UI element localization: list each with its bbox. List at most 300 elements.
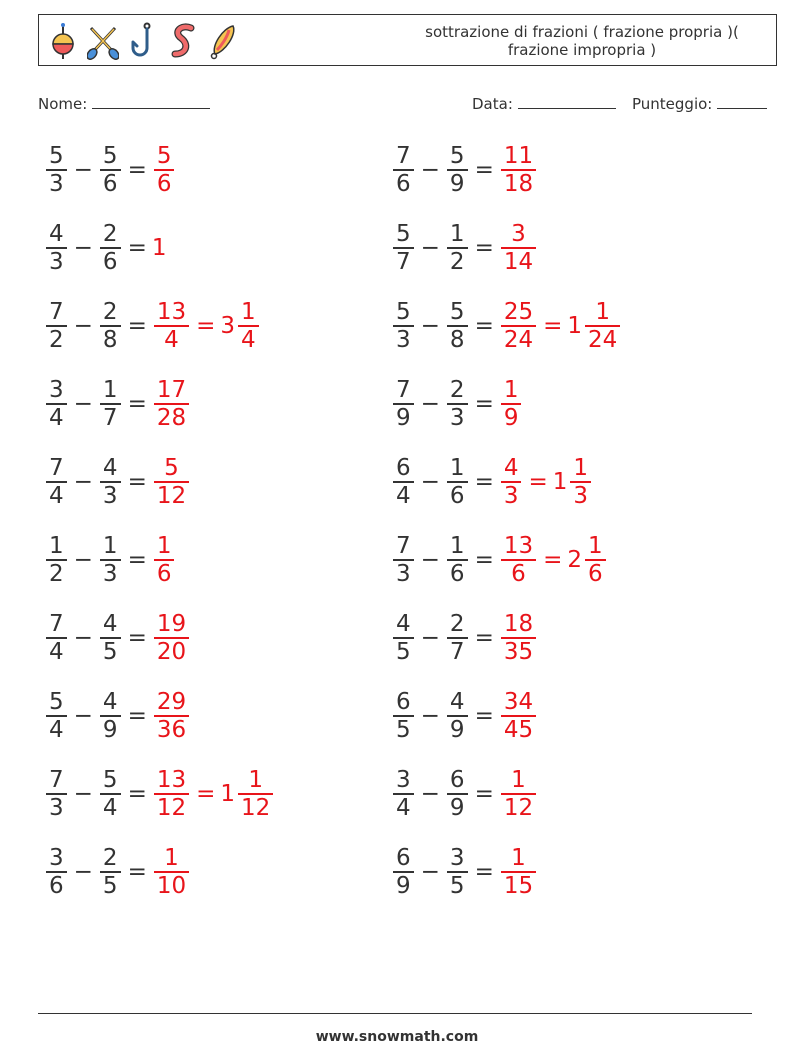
- answer-fraction: [501, 689, 536, 743]
- minuend-fraction-numerator: 4: [49, 221, 64, 248]
- subtrahend-fraction-numerator: 3: [449, 845, 465, 872]
- minuend-fraction: [393, 221, 414, 275]
- answer-fraction: [501, 767, 536, 821]
- minuend-fraction-numerator: 7: [49, 767, 64, 794]
- mixed-equals-sign: =: [196, 313, 216, 339]
- minuend-fraction-denominator: 3: [49, 248, 64, 275]
- minuend-fraction-numerator: 3: [49, 377, 64, 404]
- minuend-fraction-denominator: 6: [396, 170, 411, 197]
- mixed-fraction-denominator: 6: [588, 560, 603, 587]
- subtrahend-fraction-numerator: 2: [102, 299, 118, 326]
- answer-fraction-denominator: 14: [503, 248, 534, 275]
- answer-fraction-numerator: 3: [511, 221, 526, 248]
- answer-fraction-numerator: 1: [511, 767, 526, 794]
- mixed-fraction-numerator: 1: [595, 299, 610, 326]
- answer-fraction: [154, 299, 189, 353]
- subtrahend-fraction: [100, 689, 121, 743]
- answer-fraction: [501, 455, 522, 509]
- answer: [499, 377, 524, 431]
- answer-fraction: [501, 845, 536, 899]
- answer-fraction-numerator: 19: [156, 611, 187, 638]
- equals-sign: =: [127, 313, 147, 339]
- answer-fraction-numerator: 1: [503, 377, 519, 404]
- problem-item: [391, 452, 593, 512]
- problem-item: [391, 842, 538, 902]
- subtrahend-fraction-numerator: 5: [102, 767, 118, 794]
- equals-sign: =: [127, 235, 147, 261]
- mixed-fraction: [570, 455, 591, 509]
- name-label: Nome:: [38, 95, 88, 113]
- answer-fraction-numerator: 13: [156, 767, 187, 794]
- subtrahend-fraction: [100, 377, 121, 431]
- minus-sign: −: [73, 469, 93, 495]
- minuend-fraction: [393, 455, 414, 509]
- mixed-whole: 3: [220, 313, 236, 339]
- minuend-fraction-numerator: 1: [49, 533, 64, 560]
- minus-sign: −: [420, 625, 440, 651]
- score-label: Punteggio:: [632, 95, 713, 113]
- answer: [499, 533, 608, 587]
- minuend-fraction-numerator: 7: [396, 533, 411, 560]
- mixed-fraction-denominator: 3: [573, 482, 589, 509]
- subtrahend-fraction: [447, 143, 468, 197]
- subtrahend-fraction-denominator: 7: [449, 638, 465, 665]
- subtrahend-fraction: [100, 767, 121, 821]
- mixed-fraction-numerator: 1: [588, 533, 603, 560]
- subtrahend-fraction-numerator: 5: [449, 143, 465, 170]
- answer: [152, 377, 191, 431]
- subtrahend-fraction: [100, 143, 121, 197]
- minuend-fraction-denominator: 4: [396, 482, 411, 509]
- minus-sign: −: [420, 313, 440, 339]
- subtrahend-fraction-numerator: 1: [102, 377, 118, 404]
- subtrahend-fraction-denominator: 5: [102, 638, 118, 665]
- subtrahend-fraction-numerator: 2: [449, 611, 465, 638]
- subtrahend-fraction-numerator: 2: [102, 221, 118, 248]
- minus-sign: −: [420, 391, 440, 417]
- answer: [152, 689, 191, 743]
- subtrahend-fraction-numerator: 1: [449, 533, 465, 560]
- minuend-fraction-numerator: 7: [49, 299, 64, 326]
- minus-sign: −: [420, 703, 440, 729]
- subtrahend-fraction: [447, 221, 468, 275]
- answer: [499, 767, 538, 821]
- subtrahend-fraction-denominator: 6: [102, 248, 118, 275]
- subtrahend-fraction-numerator: 2: [449, 377, 465, 404]
- equals-sign: =: [474, 469, 494, 495]
- answer: [152, 455, 191, 509]
- equals-sign: =: [127, 703, 147, 729]
- mixed-fraction: [238, 767, 273, 821]
- mixed-fraction-denominator: 4: [241, 326, 256, 353]
- answer-fraction: [501, 533, 536, 587]
- subtrahend-fraction: [100, 299, 121, 353]
- subtrahend-fraction-denominator: 3: [102, 560, 118, 587]
- problem-item: [391, 296, 622, 356]
- subtrahend-fraction-numerator: 4: [102, 455, 118, 482]
- answer-fraction: [154, 845, 189, 899]
- subtrahend-fraction-denominator: 9: [102, 716, 118, 743]
- problem-item: [391, 140, 538, 200]
- answer-fraction-numerator: 1: [156, 533, 172, 560]
- problem-item: [44, 608, 191, 668]
- minuend-fraction: [393, 143, 414, 197]
- crossed-oars-icon: [87, 22, 119, 60]
- subtrahend-fraction: [100, 221, 121, 275]
- subtrahend-fraction-numerator: 1: [102, 533, 118, 560]
- minus-sign: −: [73, 781, 93, 807]
- problem-item: [44, 764, 275, 824]
- minuend-fraction-numerator: 4: [396, 611, 411, 638]
- mixed-equals-sign: =: [543, 547, 563, 573]
- minus-sign: −: [73, 235, 93, 261]
- answer-fraction-numerator: 5: [156, 143, 172, 170]
- subtrahend-fraction-denominator: 8: [102, 326, 118, 353]
- score-blank[interactable]: [717, 93, 767, 109]
- answer-fraction-numerator: 18: [503, 611, 534, 638]
- equals-sign: =: [474, 547, 494, 573]
- minuend-fraction: [393, 689, 414, 743]
- problem-item: [391, 608, 538, 668]
- fishing-hook-icon: [127, 22, 159, 60]
- name-blank[interactable]: [92, 93, 210, 109]
- minuend-fraction-numerator: 6: [396, 455, 411, 482]
- minus-sign: −: [420, 235, 440, 261]
- problem-item: [391, 686, 538, 746]
- problem-item: [391, 218, 538, 278]
- subtrahend-fraction: [447, 845, 468, 899]
- minus-sign: −: [73, 859, 93, 885]
- mixed-whole: 1: [567, 313, 583, 339]
- problem-item: [391, 764, 538, 824]
- subtrahend-fraction: [447, 299, 468, 353]
- subtrahend-fraction-denominator: 9: [449, 170, 465, 197]
- equals-sign: =: [474, 235, 494, 261]
- answer: [152, 845, 191, 899]
- minuend-fraction: [46, 689, 67, 743]
- answer-fraction: [154, 767, 189, 821]
- answer-fraction-denominator: 12: [503, 794, 534, 821]
- equals-sign: =: [474, 859, 494, 885]
- equals-sign: =: [127, 625, 147, 651]
- equals-sign: =: [474, 625, 494, 651]
- minus-sign: −: [73, 625, 93, 651]
- worksheet-header: [38, 14, 777, 66]
- answer-fraction-numerator: 5: [164, 455, 179, 482]
- answer-fraction-denominator: 20: [156, 638, 187, 665]
- equals-sign: =: [127, 157, 147, 183]
- minuend-fraction-numerator: 3: [396, 767, 411, 794]
- mixed-equals-sign: =: [543, 313, 563, 339]
- minuend-fraction-denominator: 4: [49, 638, 64, 665]
- subtrahend-fraction-denominator: 4: [102, 794, 118, 821]
- subtrahend-fraction-denominator: 3: [449, 404, 465, 431]
- equals-sign: =: [127, 859, 147, 885]
- answer-fraction: [501, 221, 536, 275]
- problem-item: [44, 218, 167, 278]
- answer: [499, 299, 622, 353]
- minuend-fraction-numerator: 7: [49, 455, 64, 482]
- subtrahend-fraction: [447, 455, 468, 509]
- answer: [152, 533, 177, 587]
- problem-item: [44, 842, 191, 902]
- worksheet-title: sottrazione di frazioni ( frazione propria )( frazione impropria ): [425, 23, 739, 59]
- answer: [152, 299, 261, 353]
- minuend-fraction-denominator: 2: [49, 560, 64, 587]
- minuend-fraction-denominator: 4: [49, 482, 64, 509]
- subtrahend-fraction-denominator: 9: [449, 716, 465, 743]
- minuend-fraction-denominator: 5: [396, 638, 411, 665]
- minus-sign: −: [73, 547, 93, 573]
- name-field: [38, 93, 210, 113]
- answer: [152, 143, 177, 197]
- minuend-fraction-numerator: 7: [49, 611, 64, 638]
- subtrahend-fraction: [100, 845, 121, 899]
- subtrahend-fraction-numerator: 1: [449, 455, 465, 482]
- minuend-fraction: [393, 767, 414, 821]
- answer-fraction-denominator: 10: [156, 872, 187, 899]
- subtrahend-fraction-denominator: 3: [102, 482, 118, 509]
- mixed-fraction-denominator: 24: [588, 326, 618, 353]
- minuend-fraction-numerator: 5: [49, 689, 64, 716]
- minuend-fraction: [46, 299, 67, 353]
- minuend-fraction-denominator: 9: [396, 872, 411, 899]
- minuend-fraction: [46, 143, 67, 197]
- subtrahend-fraction-numerator: 4: [102, 689, 118, 716]
- subtrahend-fraction-denominator: 6: [102, 170, 118, 197]
- answer-fraction-denominator: 4: [164, 326, 179, 353]
- answer-fraction: [501, 611, 536, 665]
- answer-fraction-numerator: 13: [503, 533, 534, 560]
- answer-fraction-denominator: 6: [156, 560, 172, 587]
- minuend-fraction: [46, 455, 67, 509]
- minuend-fraction: [46, 845, 67, 899]
- answer-fraction-denominator: 28: [156, 404, 187, 431]
- answer-fraction: [154, 377, 189, 431]
- minuend-fraction-numerator: 5: [396, 299, 411, 326]
- subtrahend-fraction-numerator: 2: [102, 845, 118, 872]
- answer-fraction: [154, 611, 189, 665]
- minuend-fraction-numerator: 7: [396, 143, 411, 170]
- equals-sign: =: [127, 469, 147, 495]
- answer-fraction-denominator: 12: [156, 482, 187, 509]
- answer-whole: 1: [151, 235, 167, 261]
- problem-item: [44, 452, 191, 512]
- answer-fraction-denominator: 35: [503, 638, 534, 665]
- subtrahend-fraction-numerator: 4: [449, 689, 465, 716]
- problem-item: [44, 140, 176, 200]
- minus-sign: −: [420, 469, 440, 495]
- minus-sign: −: [420, 157, 440, 183]
- score-field: [632, 93, 767, 113]
- subtrahend-fraction: [447, 767, 468, 821]
- date-blank[interactable]: [518, 93, 616, 109]
- answer-fraction-numerator: 34: [503, 689, 534, 716]
- equals-sign: =: [474, 391, 494, 417]
- date-label: Data:: [472, 95, 513, 113]
- subtrahend-fraction-denominator: 6: [449, 482, 465, 509]
- subtrahend-fraction: [447, 533, 468, 587]
- mixed-fraction-numerator: 1: [241, 299, 256, 326]
- answer-fraction: [154, 689, 189, 743]
- subtrahend-fraction-denominator: 5: [102, 872, 118, 899]
- minuend-fraction-denominator: 7: [396, 248, 411, 275]
- subtrahend-fraction-denominator: 7: [102, 404, 118, 431]
- equals-sign: =: [127, 781, 147, 807]
- subtrahend-fraction: [100, 455, 121, 509]
- mixed-whole: 1: [552, 469, 568, 495]
- answer: [499, 689, 538, 743]
- minuend-fraction-numerator: 6: [396, 845, 411, 872]
- equals-sign: =: [127, 391, 147, 417]
- answer-fraction-numerator: 13: [156, 299, 187, 326]
- minus-sign: −: [73, 157, 93, 183]
- mixed-equals-sign: =: [196, 781, 216, 807]
- subtrahend-fraction-denominator: 6: [449, 560, 465, 587]
- equals-sign: =: [474, 703, 494, 729]
- minuend-fraction: [393, 533, 414, 587]
- answer-fraction-denominator: 45: [503, 716, 534, 743]
- subtrahend-fraction-numerator: 1: [449, 221, 465, 248]
- minuend-fraction: [393, 845, 414, 899]
- answer-fraction-numerator: 11: [503, 143, 534, 170]
- fishing-lure-icon: [207, 22, 239, 60]
- answer-fraction-numerator: 1: [511, 845, 526, 872]
- minuend-fraction-numerator: 3: [49, 845, 64, 872]
- subtrahend-fraction: [100, 611, 121, 665]
- answer-fraction: [154, 455, 189, 509]
- subtrahend-fraction-numerator: 5: [102, 143, 118, 170]
- subtrahend-fraction-denominator: 8: [449, 326, 465, 353]
- mixed-fraction-numerator: 1: [248, 767, 263, 794]
- subtrahend-fraction: [447, 689, 468, 743]
- answer: [499, 221, 538, 275]
- problem-item: [391, 530, 608, 590]
- minuend-fraction: [46, 611, 67, 665]
- minus-sign: −: [420, 859, 440, 885]
- minuend-fraction: [46, 533, 67, 587]
- date-field: [472, 93, 616, 113]
- equals-sign: =: [474, 157, 494, 183]
- minuend-fraction-denominator: 9: [396, 404, 411, 431]
- icon-strip: [47, 22, 239, 60]
- subtrahend-fraction: [100, 533, 121, 587]
- minuend-fraction-denominator: 3: [49, 794, 64, 821]
- answer-fraction-denominator: 24: [503, 326, 534, 353]
- worm-icon: [167, 22, 199, 60]
- mixed-fraction: [585, 299, 620, 353]
- minuend-fraction-denominator: 3: [396, 326, 411, 353]
- answer-fraction: [501, 143, 536, 197]
- mixed-fraction-denominator: 12: [241, 794, 271, 821]
- footer-website: www.snowmath.com: [315, 1029, 479, 1045]
- minuend-fraction: [393, 611, 414, 665]
- footer-divider: [38, 1013, 752, 1014]
- answer-fraction-denominator: 15: [503, 872, 534, 899]
- answer-fraction-numerator: 17: [156, 377, 187, 404]
- minuend-fraction-numerator: 5: [396, 221, 411, 248]
- minus-sign: −: [73, 313, 93, 339]
- answer-fraction-numerator: 29: [156, 689, 187, 716]
- minuend-fraction-denominator: 2: [49, 326, 64, 353]
- mixed-fraction-numerator: 1: [573, 455, 589, 482]
- answer-fraction: [501, 377, 522, 431]
- answer-fraction-denominator: 9: [503, 404, 519, 431]
- answer-fraction: [154, 143, 175, 197]
- subtrahend-fraction: [447, 611, 468, 665]
- answer: [499, 611, 538, 665]
- answer-fraction-denominator: 3: [503, 482, 519, 509]
- answer: [152, 611, 191, 665]
- minuend-fraction-numerator: 5: [49, 143, 64, 170]
- fishing-float-icon: [47, 22, 79, 60]
- problem-item: [44, 374, 191, 434]
- subtrahend-fraction-numerator: 5: [449, 299, 465, 326]
- answer: [499, 143, 538, 197]
- mixed-fraction: [238, 299, 259, 353]
- answer-fraction: [154, 533, 175, 587]
- minuend-fraction-denominator: 6: [49, 872, 64, 899]
- minuend-fraction-denominator: 5: [396, 716, 411, 743]
- subtrahend-fraction-denominator: 5: [449, 872, 465, 899]
- answer-fraction-numerator: 25: [503, 299, 534, 326]
- minus-sign: −: [73, 391, 93, 417]
- mixed-whole: 1: [220, 781, 236, 807]
- minuend-fraction: [46, 221, 67, 275]
- answer-fraction-denominator: 18: [503, 170, 534, 197]
- minus-sign: −: [73, 703, 93, 729]
- minuend-fraction: [393, 377, 414, 431]
- minuend-fraction-numerator: 7: [396, 377, 411, 404]
- answer: [499, 455, 593, 509]
- equals-sign: =: [127, 547, 147, 573]
- equals-sign: =: [474, 313, 494, 339]
- minus-sign: −: [420, 781, 440, 807]
- mixed-whole: 2: [567, 547, 583, 573]
- mixed-fraction: [585, 533, 606, 587]
- answer-fraction-numerator: 1: [164, 845, 179, 872]
- subtrahend-fraction-numerator: 6: [449, 767, 465, 794]
- minuend-fraction-denominator: 4: [49, 716, 64, 743]
- minuend-fraction-numerator: 6: [396, 689, 411, 716]
- problem-item: [44, 296, 261, 356]
- minuend-fraction: [46, 377, 67, 431]
- minuend-fraction-denominator: 3: [396, 560, 411, 587]
- minus-sign: −: [420, 547, 440, 573]
- mixed-equals-sign: =: [528, 469, 548, 495]
- problem-item: [391, 374, 523, 434]
- minuend-fraction: [393, 299, 414, 353]
- minuend-fraction-denominator: 4: [49, 404, 64, 431]
- answer-fraction-denominator: 12: [156, 794, 187, 821]
- answer-fraction: [501, 299, 536, 353]
- subtrahend-fraction-denominator: 9: [449, 794, 465, 821]
- answer-fraction-numerator: 4: [503, 455, 519, 482]
- answer-fraction-denominator: 36: [156, 716, 187, 743]
- minuend-fraction-denominator: 4: [396, 794, 411, 821]
- minuend-fraction-denominator: 3: [49, 170, 64, 197]
- equals-sign: =: [474, 781, 494, 807]
- subtrahend-fraction-denominator: 2: [449, 248, 465, 275]
- problem-item: [44, 530, 176, 590]
- answer-fraction-denominator: 6: [511, 560, 526, 587]
- subtrahend-fraction: [447, 377, 468, 431]
- answer: [499, 845, 538, 899]
- minuend-fraction: [46, 767, 67, 821]
- answer-fraction-denominator: 6: [156, 170, 172, 197]
- problem-item: [44, 686, 191, 746]
- subtrahend-fraction-numerator: 4: [102, 611, 118, 638]
